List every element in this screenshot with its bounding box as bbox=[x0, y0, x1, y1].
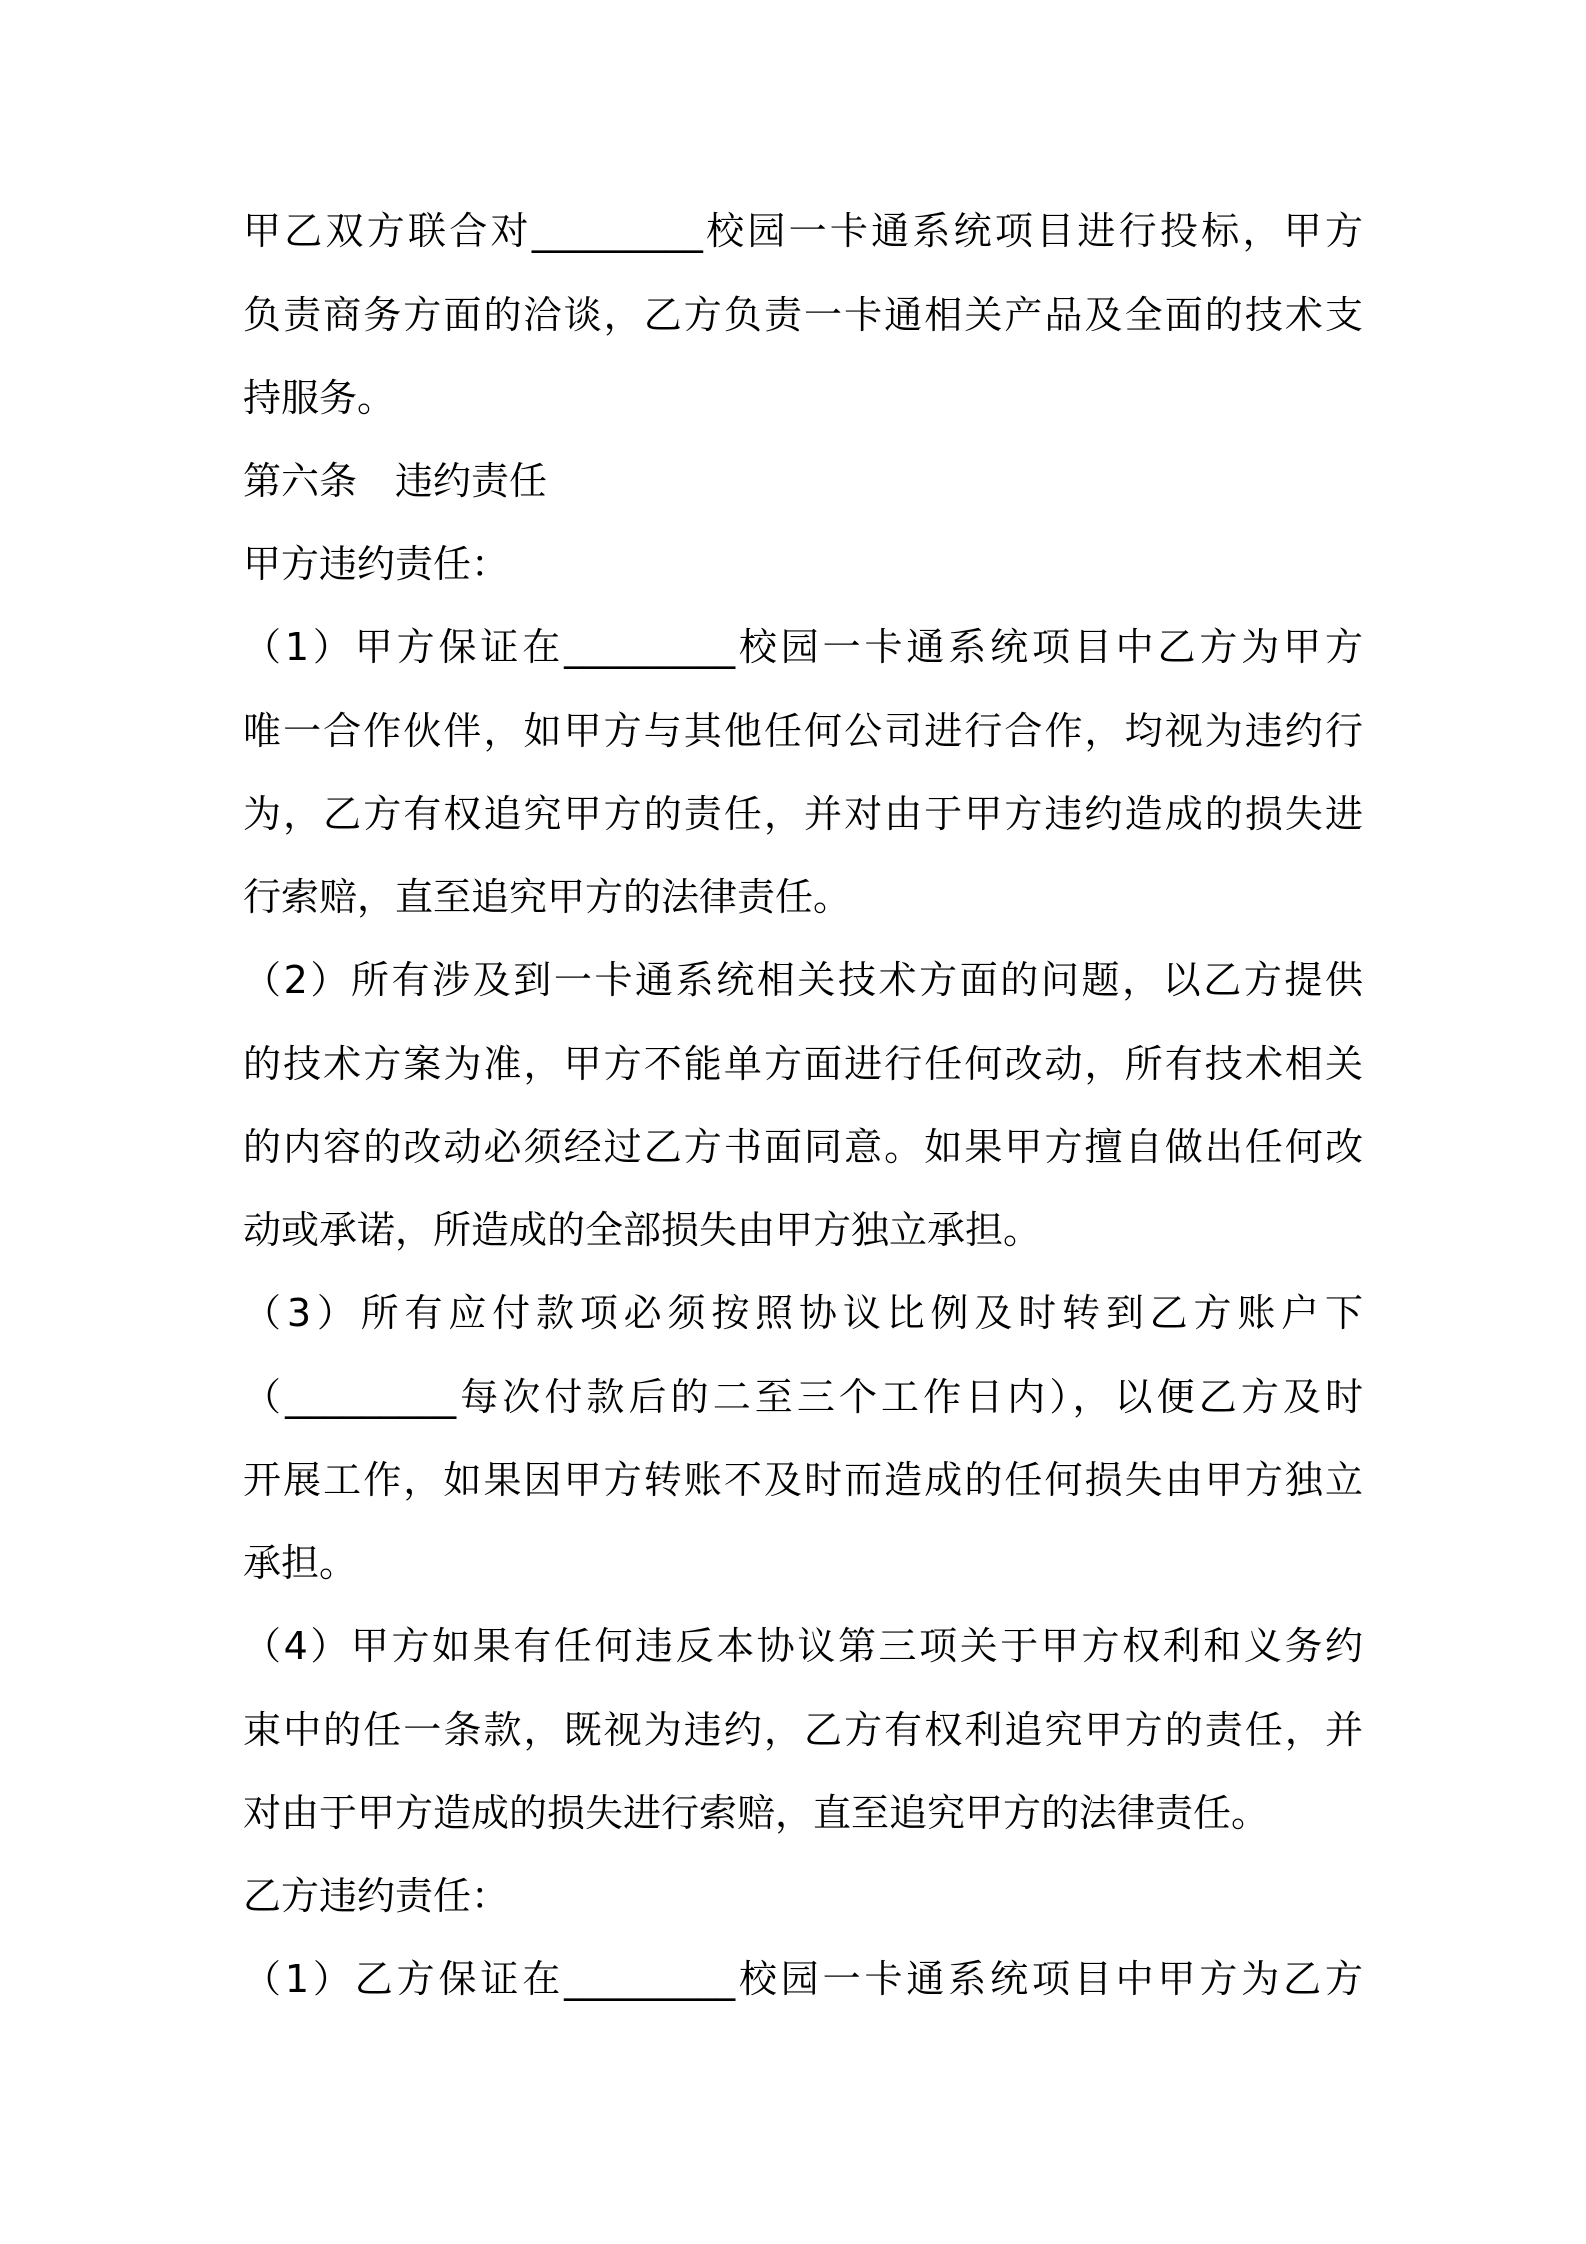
text-line: 对由于甲方造成的损失进行索赔，直至追究甲方的法律责任。 bbox=[243, 1791, 1270, 1835]
section-heading: 第六条 违约责任 bbox=[243, 459, 548, 503]
text-line: （1）乙方保证在_________校园一卡通系统项目中甲方为乙方 bbox=[243, 1957, 1363, 2001]
text-line: （2）所有涉及到一卡通系统相关技术方面的问题，以乙方提供 bbox=[243, 958, 1363, 1002]
text-line: 行索赔，直至追究甲方的法律责任。 bbox=[243, 875, 852, 919]
text-line: 甲乙双方联合对_________校园一卡通系统项目进行投标，甲方 bbox=[243, 209, 1363, 253]
text-line: 持服务。 bbox=[243, 376, 396, 420]
text-line: （_________每次付款后的二至三个工作日内），以便乙方及时 bbox=[243, 1375, 1363, 1419]
text-line: （1）甲方保证在_________校园一卡通系统项目中乙方为甲方 bbox=[243, 625, 1363, 669]
text-line: 的内容的改动必须经过乙方书面同意。如果甲方擅自做出任何改 bbox=[243, 1125, 1363, 1169]
text-line: 束中的任一条款，既视为违约，乙方有权利追究甲方的责任，并 bbox=[243, 1708, 1363, 1752]
text-line: 唯一合作伙伴，如甲方与其他任何公司进行合作，均视为违约行 bbox=[243, 709, 1363, 753]
text-line: 动或承诺，所造成的全部损失由甲方独立承担。 bbox=[243, 1208, 1042, 1252]
text-line: （4）甲方如果有任何违反本协议第三项关于甲方权利和义务约 bbox=[243, 1624, 1363, 1668]
text-line: 为，乙方有权追究甲方的责任，并对由于甲方违约造成的损失进 bbox=[243, 792, 1363, 836]
text-line: 承担。 bbox=[243, 1541, 358, 1585]
text-line: （3）所有应付款项必须按照协议比例及时转到乙方账户下 bbox=[243, 1291, 1363, 1335]
subheading: 甲方违约责任： bbox=[243, 542, 510, 586]
text-line: 负责商务方面的洽谈，乙方负责一卡通相关产品及全面的技术支 bbox=[243, 293, 1363, 337]
subheading: 乙方违约责任： bbox=[243, 1874, 510, 1918]
text-line: 开展工作，如果因甲方转账不及时而造成的任何损失由甲方独立 bbox=[243, 1458, 1363, 1502]
text-line: 的技术方案为准，甲方不能单方面进行任何改动，所有技术相关 bbox=[243, 1042, 1363, 1086]
